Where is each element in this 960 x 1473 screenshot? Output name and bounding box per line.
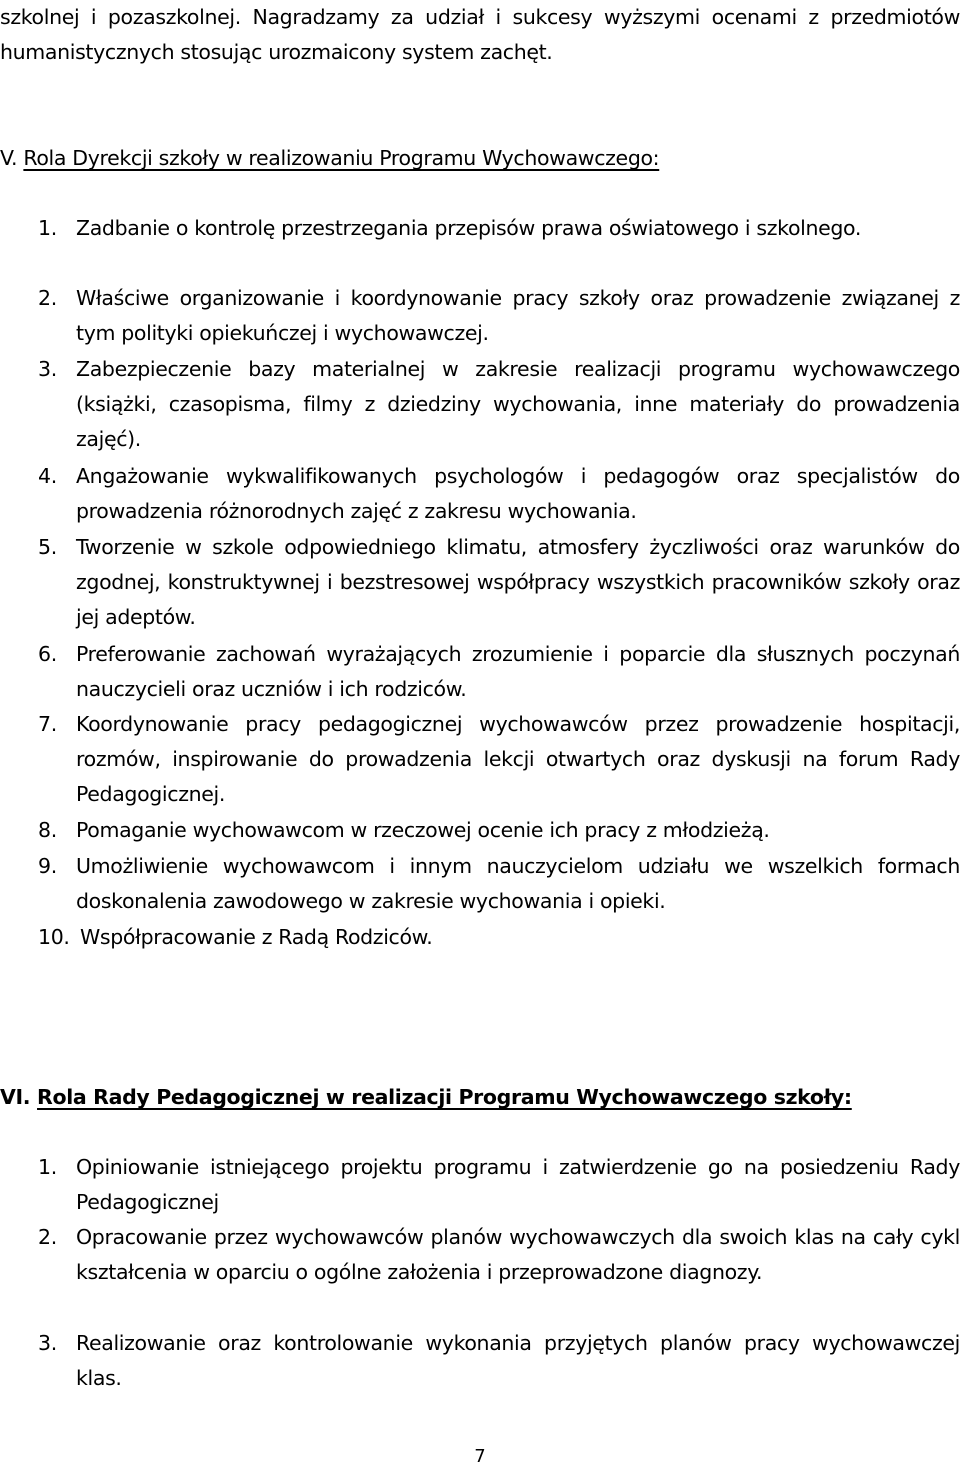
list-item-number: 3. (38, 1331, 57, 1355)
list-item-text: Zadbanie o kontrolę przestrzegania przepisów prawa oświatowego i szkolnego. (76, 216, 862, 240)
list-item-text: Zabezpieczenie bazy materialnej w zakresie realizacji programu wychowawczego (książki, czasopisma, filmy z dziedziny wychowania, inne materiały do prowadzenia zajęć). (76, 357, 960, 451)
list-item-number: 1. (38, 216, 57, 240)
list-item-number: 10. (38, 925, 70, 949)
list-item-text: Opiniowanie istniejącego projektu programu i zatwierdzenie go na posiedzeniu Rady Pedagogicznej (76, 1155, 960, 1214)
list-item-text: Angażowanie wykwalifikowanych psychologów i pedagogów oraz specjalistów do prowadzenia różnorodnych zajęć z zakresu wychowania. (76, 464, 960, 523)
intro-paragraph: szkolnej i pozaszkolnej. Nagradzamy za udział i sukcesy wyższymi ocenami z przedmiotów humanistycznych stosując urozmaicony system zachęt. (0, 5, 960, 64)
list-item-text: Pomaganie wychowawcom w rzeczowej ocenie ich pracy z młodzieżą. (76, 818, 770, 842)
list-item-number: 2. (38, 1225, 57, 1249)
list-item-text: Współpracowanie z Radą Rodziców. (80, 925, 433, 949)
list-item-number: 6. (38, 642, 57, 666)
list-item-text: Tworzenie w szkole odpowiedniego klimatu, atmosfery życzliwości oraz warunków do zgodnej, konstruktywnej i bezstresowej współpracy wszystkich pracowników szkoły oraz jej adeptów. (76, 535, 960, 629)
section-6-title: Rola Rady Pedagogicznej w realizacji Programu Wychowawczego szkoły: (37, 1085, 852, 1109)
list-item-number: 5. (38, 535, 57, 559)
list-item-number: 7. (38, 712, 57, 736)
section-5-number: V. (0, 146, 18, 170)
page-number: 7 (474, 1446, 486, 1467)
list-item-number: 9. (38, 854, 57, 878)
list-item-number: 1. (38, 1155, 57, 1179)
list-item-number: 3. (38, 357, 57, 381)
section-5-heading (0, 141, 960, 176)
list-item-text: Opracowanie przez wychowawców planów wychowawczych dla swoich klas na cały cykl kształcenia w oparciu o ogólne założenia i przeprowadzone diagnozy. (76, 1225, 960, 1284)
list-item-text: Umożliwienie wychowawcom i innym nauczycielom udziału we wszelkich formach doskonalenia zawodowego w zakresie wychowania i opieki. (76, 854, 960, 913)
list-item-number: 2. (38, 286, 57, 310)
list-item-text: Właściwe organizowanie i koordynowanie pracy szkoły oraz prowadzenie związanej z tym polityki opiekuńczej i wychowawczej. (76, 286, 960, 345)
section-6-number: VI. (0, 1085, 31, 1109)
list-item-text: Koordynowanie pracy pedagogicznej wychowawców przez prowadzenie hospitacji, rozmów, inspirowanie do prowadzenia lekcji otwartych oraz dyskusji na forum Rady Pedagogicznej. (76, 712, 960, 806)
list-item-text: Preferowanie zachowań wyrażających zrozumienie i poparcie dla słusznych poczynań nauczycieli oraz uczniów i ich rodziców. (76, 642, 960, 701)
list-item-text: Realizowanie oraz kontrolowanie wykonania przyjętych planów pracy wychowawczej klas. (76, 1331, 960, 1390)
list-item-number: 4. (38, 464, 57, 488)
section-6-heading (0, 1080, 960, 1115)
section-5-title: Rola Dyrekcji szkoły w realizowaniu Programu Wychowawczego: (23, 146, 660, 170)
list-item-number: 8. (38, 818, 57, 842)
